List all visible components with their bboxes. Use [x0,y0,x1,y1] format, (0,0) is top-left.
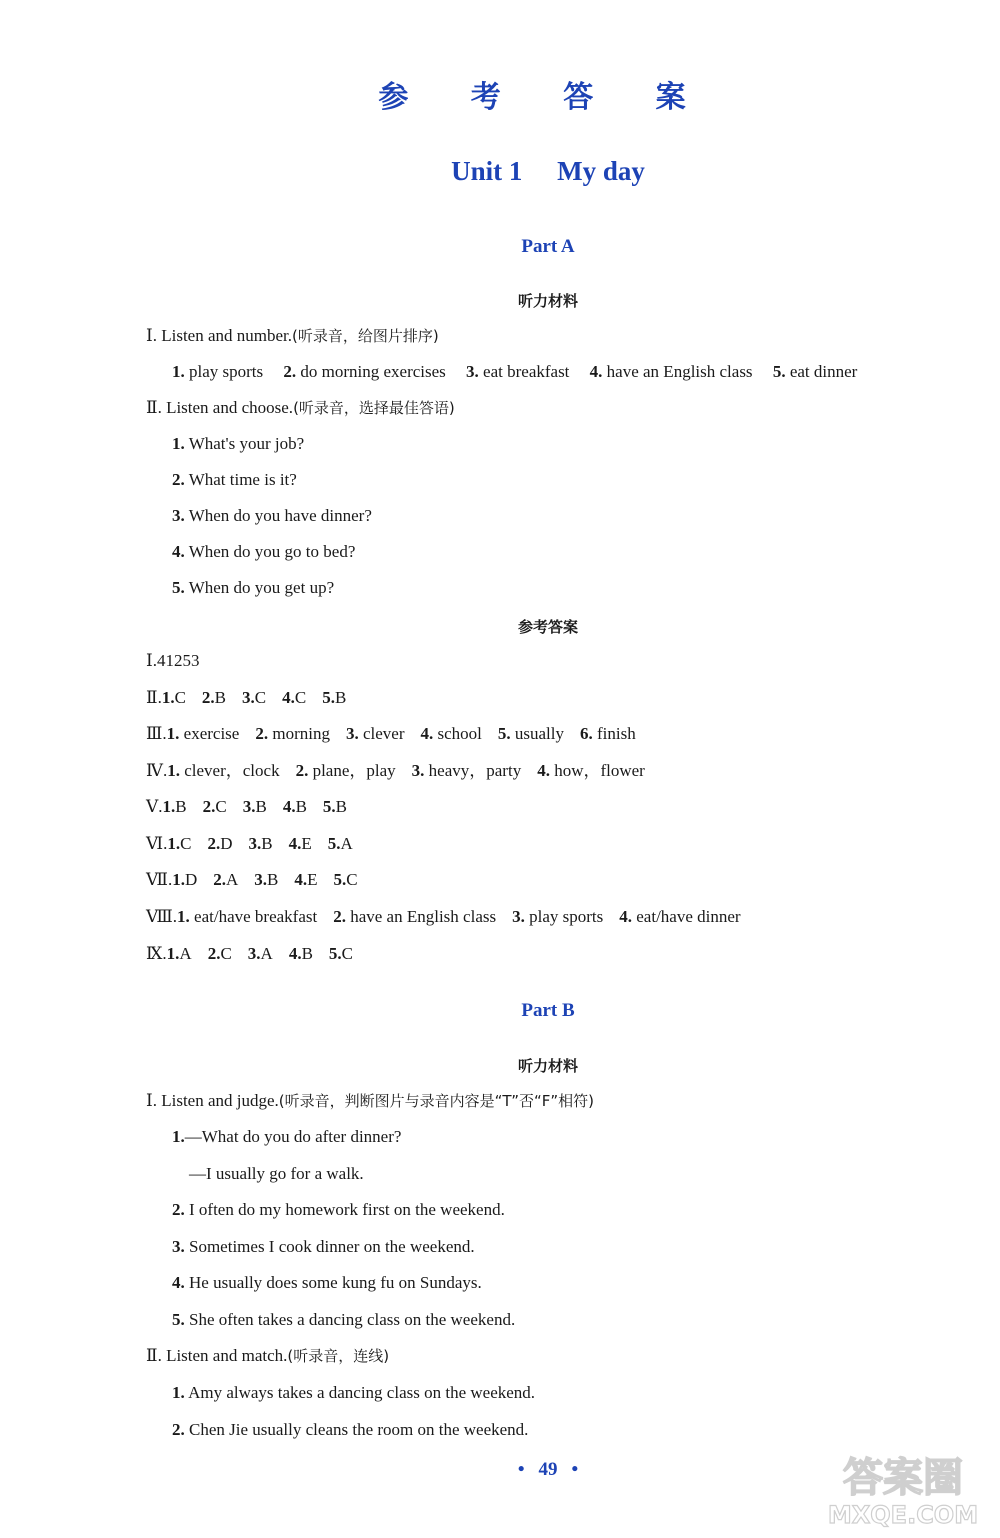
answer-text: C [294,688,307,707]
answer-text: C [215,797,227,816]
item-number: 4. [172,542,185,561]
part-b-label: Part B [521,1000,575,1021]
section-instruction: . Listen and match. [157,1346,288,1365]
item-number: 1. [167,834,181,853]
item-number: 2. [213,870,226,889]
item-text: When do you get up? [188,578,335,597]
answer-text: C [180,834,192,853]
item-text: Sometimes I cook dinner on the weekend. [189,1237,475,1256]
answer-text: morning [272,724,330,743]
item-number: 5. [322,688,335,707]
answer-text: exercise [183,724,240,743]
answer-text: B [214,688,226,707]
section-note: (听录音，连线) [287,1347,390,1365]
answer-text: B [295,797,307,816]
numeral-separator: . [158,797,163,816]
answer-text: play sports [529,907,604,926]
unit-label: Unit 1 [451,156,523,186]
numeral-separator: . [167,870,173,889]
numeral-separator: . [157,688,162,707]
answer-text: D [184,870,198,889]
answer-text: A [340,834,353,853]
section-numeral: Ⅰ [146,326,153,345]
unit-name: My day [557,156,645,186]
watermark-logo-icon [818,1447,988,1529]
item-text: What time is it? [188,470,297,489]
answer-text: E [301,834,312,853]
item-number: 4. [589,362,603,381]
item-number: 1. [167,761,180,780]
item-number: 1. [172,1383,185,1402]
item-number: 2. [202,797,216,816]
item-text: —I usually go for a walk. [189,1164,364,1183]
answer-text: have an English class [350,907,497,926]
answer-text: B [255,797,267,816]
answer-text: A [260,944,273,963]
answer-row [146,833,353,855]
answer-row [146,723,636,745]
list-item [172,1272,482,1294]
page-dot-right: • [571,1459,579,1480]
item-number: 3. [247,944,261,963]
section-numeral: Ⅳ [146,761,163,780]
item-text: play sports [189,362,264,381]
item-text: Chen Jie usually cleans the room on the weekend. [189,1420,529,1439]
part-a-section-1-items [172,361,857,383]
list-item [189,1163,364,1185]
answer-text: clever [362,724,405,743]
answer-text: C [174,688,186,707]
answer-row [146,687,346,709]
item-number: 5. [497,724,511,743]
list-item [172,577,334,599]
section-numeral: Ⅸ [146,944,163,963]
item-number: 1. [161,688,175,707]
item-text: He usually does some kung fu on Sundays. [189,1273,482,1292]
section-note: (听录音，给图片排序) [292,327,439,345]
item-text: eat breakfast [483,362,570,381]
item-number: 4. [288,944,302,963]
item-text: When do you go to bed? [188,542,356,561]
list-item [172,505,372,527]
item-number: 5. [772,362,786,381]
item-number: 4. [172,1273,185,1292]
item-number: 1. [166,724,180,743]
section-numeral: Ⅷ [146,907,173,926]
answer-row [146,796,347,818]
answer-text: B [175,797,187,816]
part-a-listening-heading: 听力材料 [517,292,578,310]
answer-row [146,943,353,965]
item-number: 2. [295,761,309,780]
answer-text: clever，clock [184,761,280,780]
item-number: 2. [283,362,297,381]
answer-text: usually [514,724,564,743]
part-a-section-2-heading [146,397,455,419]
section-note: (听录音，选择最佳答语) [293,399,455,417]
item-number: 4. [619,907,632,926]
answer-text: heavy，party [428,761,522,780]
answer-text: D [220,834,233,853]
list-item [172,1419,528,1441]
list-item [172,433,304,455]
section-numeral: Ⅱ [146,398,158,417]
item-number: 1. [172,870,185,889]
answer-text: B [261,834,273,853]
answer-text: E [307,870,318,889]
list-item [172,1126,401,1148]
section-numeral: Ⅶ [146,870,168,889]
item-text: eat dinner [789,362,858,381]
item-number: 4. [537,761,550,780]
part-a-answers-heading: 参考答案 [517,618,578,636]
answer-row [146,650,199,672]
item-number: 1. [172,1127,185,1146]
item-text: She often takes a dancing class on the weekend. [189,1310,516,1329]
unit-heading [0,156,1000,187]
item-number: 3. [172,1237,185,1256]
answer-text: C [254,688,267,707]
item-number: 4. [282,688,295,707]
item-text: What's your job? [188,434,305,453]
section-instruction: . Listen and judge. [152,1091,279,1110]
item-number: 5. [172,578,185,597]
item-number: 4. [282,797,296,816]
item-text: I often do my homework first on the weekend. [189,1200,505,1219]
numeral-separator: . [162,724,167,743]
item-number: 1. [172,362,185,381]
item-number: 2. [207,834,221,853]
svg-text:MXQE.COM: MXQE.COM [827,1501,979,1529]
item-number: 2. [207,944,221,963]
section-instruction: . Listen and choose. [157,398,294,417]
answer-text: A [179,944,192,963]
section-instruction: . Listen and number. [152,326,292,345]
part-b-section-2-heading [146,1345,389,1367]
list-item [172,541,355,563]
item-number: 3. [172,506,185,525]
item-number: 2. [172,1200,185,1219]
item-number: 4. [420,724,434,743]
page-title: 参 考 答 案 [378,80,712,115]
item-number: 3. [242,688,255,707]
item-number: 3. [254,870,268,889]
section-numeral: Ⅰ [146,1091,153,1110]
answer-text: how，flower [554,761,645,780]
part-b-listening-heading: 听力材料 [517,1057,578,1075]
item-number: 3. [248,834,262,853]
item-number: 4. [288,834,302,853]
item-text: —What do you do after dinner? [184,1127,402,1146]
list-item [172,469,297,491]
page-dot-left: • [517,1459,525,1480]
item-text: do morning exercises [300,362,446,381]
answer-text: C [341,944,353,963]
item-number: 1. [177,907,190,926]
answer-text: eat/have dinner [636,907,741,926]
list-item [172,1199,505,1221]
answer-row [146,906,741,928]
item-number: 6. [579,724,593,743]
item-number: 1. [166,944,180,963]
item-number: 2. [172,1420,185,1439]
item-text: have an English class [606,362,753,381]
answer-text: A [225,870,239,889]
item-number: 5. [172,1310,185,1329]
numeral-separator: . [152,651,157,670]
answer-text: 41253 [156,651,200,670]
numeral-separator: . [163,834,168,853]
section-numeral: Ⅰ [146,651,153,670]
watermark-logo [818,1447,988,1529]
section-numeral: Ⅱ [146,1346,158,1365]
section-numeral: Ⅵ [146,834,164,853]
section-note: (听录音，判断图片与录音内容是“T”否“F”相符) [278,1092,595,1110]
part-a-section-1-heading [146,325,439,347]
item-number: 5. [328,944,342,963]
item-number: 5. [333,870,347,889]
item-number: 2. [255,724,269,743]
answer-text: eat/have breakfast [194,907,318,926]
section-numeral: Ⅴ [146,797,159,816]
answer-text: B [335,797,347,816]
answer-row [146,869,358,891]
section-numeral: Ⅱ [146,688,158,707]
answer-text: B [267,870,279,889]
item-number: 2. [201,688,215,707]
list-item [172,1309,515,1331]
part-b-section-1-heading [146,1090,594,1112]
item-number: 3. [242,797,256,816]
part-a-label: Part A [521,236,575,257]
answer-text: B [301,944,313,963]
item-text: When do you have dinner? [188,506,372,525]
list-item [172,1382,535,1404]
page-number-value: 49 [538,1459,558,1480]
answer-row [146,760,645,782]
list-item [172,1236,475,1258]
answer-text: finish [596,724,636,743]
item-number: 3. [411,761,425,780]
answer-text: plane，play [312,761,396,780]
item-text: Amy always takes a dancing class on the weekend. [188,1383,536,1402]
item-number: 3. [345,724,359,743]
numeral-separator: . [162,944,167,963]
item-number: 2. [333,907,346,926]
answer-text: B [334,688,347,707]
item-number: 2. [172,470,185,489]
item-number: 5. [322,797,336,816]
item-number: 5. [327,834,341,853]
section-numeral: Ⅲ [146,724,163,743]
item-number: 3. [466,362,479,381]
item-number: 3. [512,907,525,926]
svg-text:答案圈: 答案圈 [843,1455,963,1501]
answer-text: C [220,944,232,963]
answer-text: C [346,870,358,889]
item-number: 1. [172,434,185,453]
item-number: 4. [294,870,308,889]
answer-text: school [437,724,482,743]
numeral-separator: . [162,761,168,780]
numeral-separator: . [172,907,178,926]
item-number: 1. [162,797,176,816]
